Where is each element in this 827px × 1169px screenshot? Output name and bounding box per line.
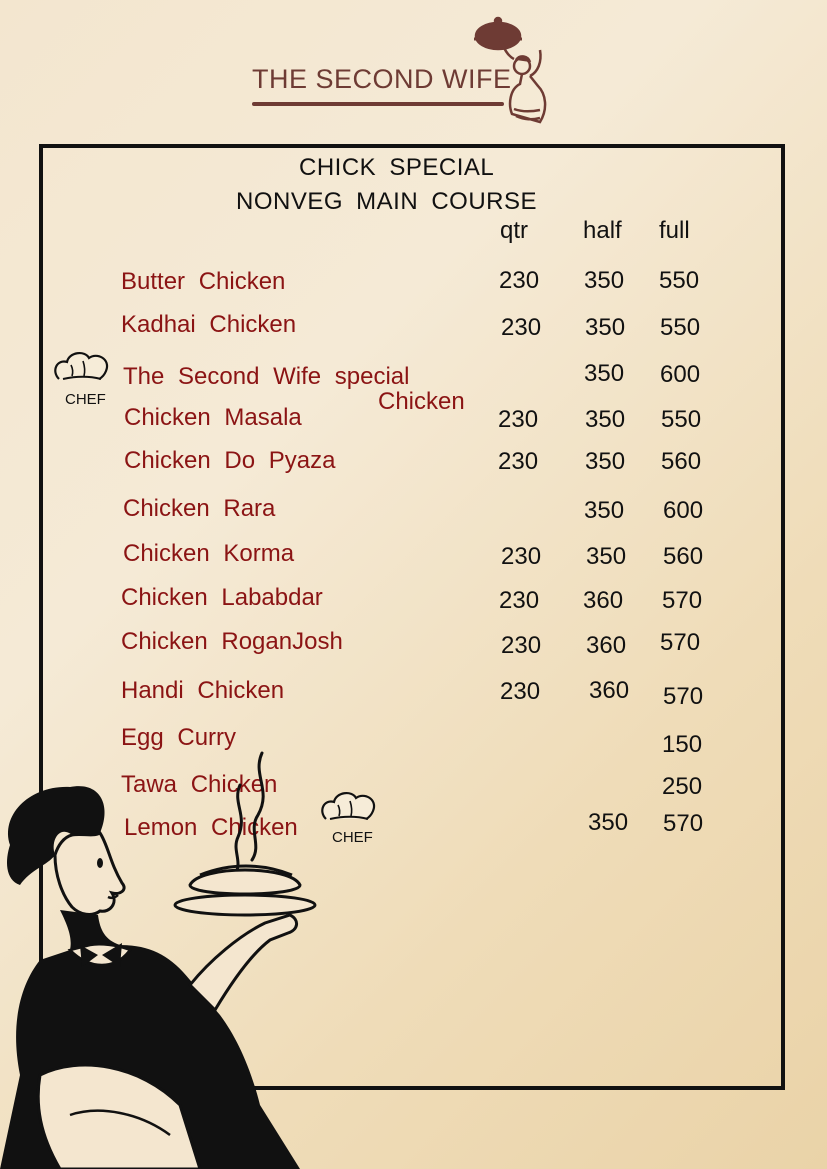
price-full: 570: [662, 587, 703, 614]
price-half: 350: [585, 406, 626, 433]
item-name: Chicken Masala: [124, 404, 302, 431]
price-full: 150: [662, 731, 703, 758]
brand-name: THE SECOND WIFE: [252, 64, 512, 94]
item-name: Chicken Lababdar: [121, 584, 323, 611]
price-full: 600: [663, 497, 704, 524]
item-name: Chicken Do Pyaza: [124, 447, 336, 474]
price-half: 350: [585, 448, 626, 475]
price-full: 560: [663, 543, 704, 570]
item-name: Lemon Chicken: [124, 814, 298, 841]
menu-title: CHICK SPECIAL: [299, 154, 495, 181]
price-qtr: 230: [498, 448, 539, 475]
price-half: 350: [584, 267, 625, 294]
price-half: 350: [584, 497, 625, 524]
price-half: 360: [586, 632, 627, 659]
price-qtr: 230: [498, 406, 539, 433]
chef-label: CHEF: [332, 829, 373, 846]
item-name: Kadhai Chicken: [121, 311, 297, 338]
price-half: 350: [585, 314, 626, 341]
item-name: Egg Curry: [121, 724, 237, 751]
chef-hat-icon: [51, 349, 113, 409]
price-half: 360: [589, 677, 630, 704]
price-qtr: 230: [501, 314, 542, 341]
column-header-half: half: [583, 217, 622, 244]
price-full: 570: [663, 810, 704, 837]
price-full: 570: [663, 683, 704, 710]
price-half: 360: [583, 587, 624, 614]
item-name: Handi Chicken: [121, 677, 285, 704]
price-qtr: 230: [499, 587, 540, 614]
price-full: 550: [661, 406, 702, 433]
price-full: 570: [660, 629, 701, 656]
column-header-full: full: [659, 217, 690, 244]
item-name: Butter Chicken: [121, 268, 286, 295]
item-name-line2: Chicken: [378, 388, 465, 415]
price-full: 560: [661, 448, 702, 475]
brand-underline: [252, 102, 504, 106]
price-qtr: 230: [499, 267, 540, 294]
price-full: 250: [662, 773, 703, 800]
price-qtr: 230: [501, 632, 542, 659]
item-name: Tawa Chicken: [121, 771, 278, 798]
price-qtr: 230: [500, 678, 541, 705]
item-name: Chicken Rara: [123, 495, 276, 522]
price-qtr: 230: [501, 543, 542, 570]
chef-label: CHEF: [65, 391, 106, 408]
item-name: Chicken RoganJosh: [121, 628, 343, 655]
menu-subtitle: NONVEG MAIN COURSE: [236, 188, 538, 215]
item-name: Chicken Korma: [123, 540, 295, 567]
price-full: 550: [660, 314, 701, 341]
price-full: 600: [660, 361, 701, 388]
price-full: 550: [659, 267, 700, 294]
waiter-logo-icon: [470, 14, 555, 126]
price-half: 350: [586, 543, 627, 570]
price-half: 350: [588, 809, 629, 836]
column-header-qtr: qtr: [500, 217, 529, 244]
waitress-illustration-icon: [0, 745, 400, 1169]
price-half: 350: [584, 360, 625, 387]
item-name: The Second Wife special: [123, 363, 410, 390]
